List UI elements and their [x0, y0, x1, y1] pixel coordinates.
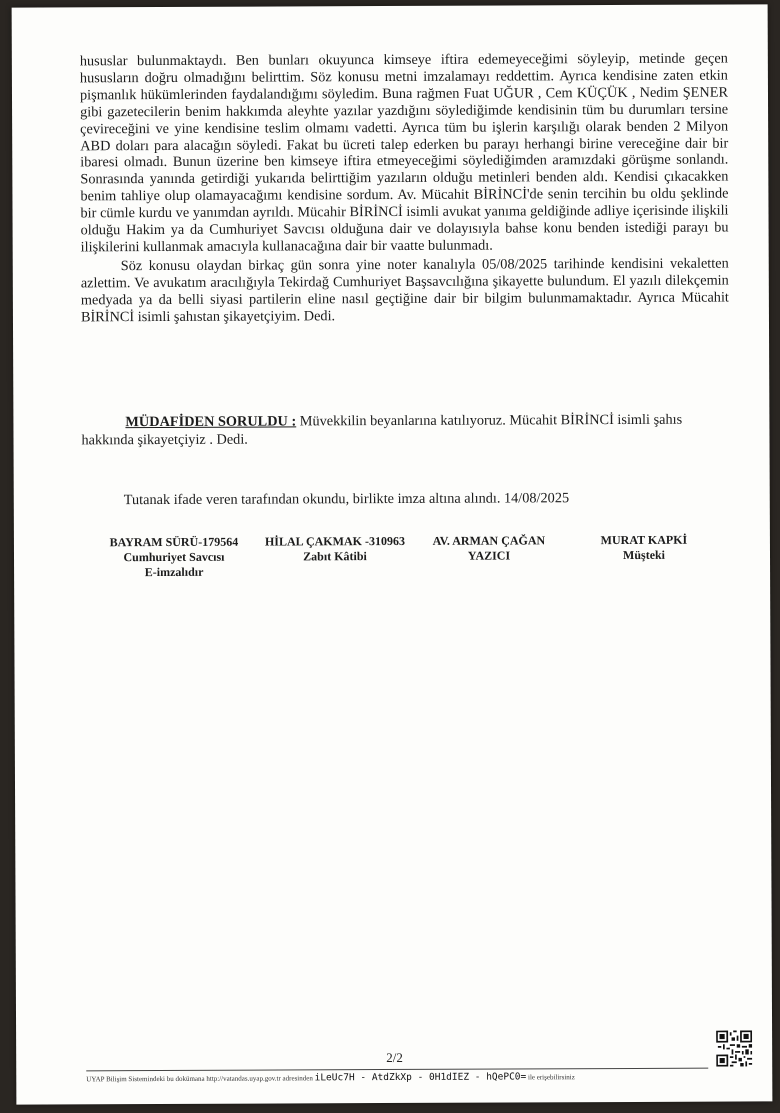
paragraph-1: hususlar bulunmaktaydı. Ben bunları okuyunca kimseye iftira edemeyeceğimi söyleyip, metinde geçen hususların doğru olmadığını belirttim. Söz konusu metni imzalamayı reddettim. Ayrıca kendisine zaten etkin pişmanlık hükümlerinden faydalandığımı söyledim. Buna rağmen Fuat UĞUR , Cem KÜÇÜK , Nedim ŞENER gibi gazetecilerin benim hakkımda aleyhte yazılar yazdığını söylediğimde kendisinin tüm bu durumları tersine çevireceğini ve yine kendisine teslim olmamı vadetti. Ayrıca tüm bu işlerin karşılığı olarak benden 2 Milyon ABD doları para alacağın söyledi. Fakat bu ücreti talep ederken bu parayı herhangi birine vereceğine dair bir ibaresi olmadı. Bunun üzerine ben kimseye iftira etmeyeceğimi söylediğimden aramızdaki görüşme sonlandı. Sonrasında yanında getirdiği yukarıda belirttiğim yazıların olduğu metinleri benden aldı. Kendisi çıkacakken benim tahliye olup olamayacağımı kendisine sordum. Av. Mücahit BİRİNCİ'de senin tercihin bu oldu şeklinde bir cümle kurdu ve yanımdan ayrıldı. Mücahir BİRİNCİ isimli avukat yanıma geldiğinde adliye içerisinde ilişkili olduğu Hakim ya da Cumhuriyet Savcısı olduğuna dair ve dolayısıyla bahse konu benden istediği parayı bu ilişkilerini kullanmak amacıyla kullanacağına dair bir vaatte bulunmadı.: [79, 50, 729, 256]
defense-text: Müvekkilin beyanlarına katılıyoruz. Mücahit BİRİNCİ isimli şahıs: [296, 411, 683, 430]
paragraph-2: Söz konusu olaydan birkaç gün sonra yine noter kanalıyla 05/08/2025 tarihinde kendisini vekaletten azlettim. Ve avukatım aracılığıyla Tekirdağ Cumhuriyet Başsavcılığına şikayette bulundum. El yazılı dilekçemin medyada ya da belli siyasi partilerin eline nasıl geçtiğine dair bir bilgim bulunmamaktadır. Ayrıca Mücahit BİRİNCİ isimli şahıstan şikayetçiyim. Dedi.: [80, 255, 729, 325]
statement-body: [80, 51, 729, 326]
signature-prosecutor: BAYRAM SÜRÜ-179564 Cumhuriyet Savcısı E-imzalıdır: [109, 534, 239, 580]
verification-code: iLeUc7H - AtdZkXp - 0H1dIEZ - hQePC0=: [314, 1071, 527, 1084]
signature-clerk: HİLAL ÇAKMAK -310963 Zabıt Kâtibi: [264, 533, 405, 564]
document-page: [12, 4, 773, 1104]
signature-complainant: MURAT KAPKİ Müşteki: [600, 532, 688, 562]
footer-suffix: ile erişebilirsiniz: [527, 1073, 575, 1082]
defense-text-line2: hakkında şikayetçiyiz . Dedi.: [81, 431, 248, 449]
uyap-footer: [86, 1071, 726, 1085]
qr-code-icon: [716, 1030, 752, 1066]
closing-statement: Tutanak ifade veren tarafından okundu, birlikte imza altına alındı. 14/08/2025: [123, 490, 570, 509]
page-number: 2/2: [386, 1049, 403, 1066]
defense-statement: [81, 411, 729, 450]
footer-prefix: UYAP Bilişim Sistemindeki bu dokümana http://vatandas.uyap.gov.tr adresinden: [86, 1074, 313, 1084]
signature-lawyer: AV. ARMAN ÇAĞAN YAZICI: [432, 533, 546, 563]
defense-label: MÜDAFİDEN SORULDU :: [125, 413, 297, 431]
